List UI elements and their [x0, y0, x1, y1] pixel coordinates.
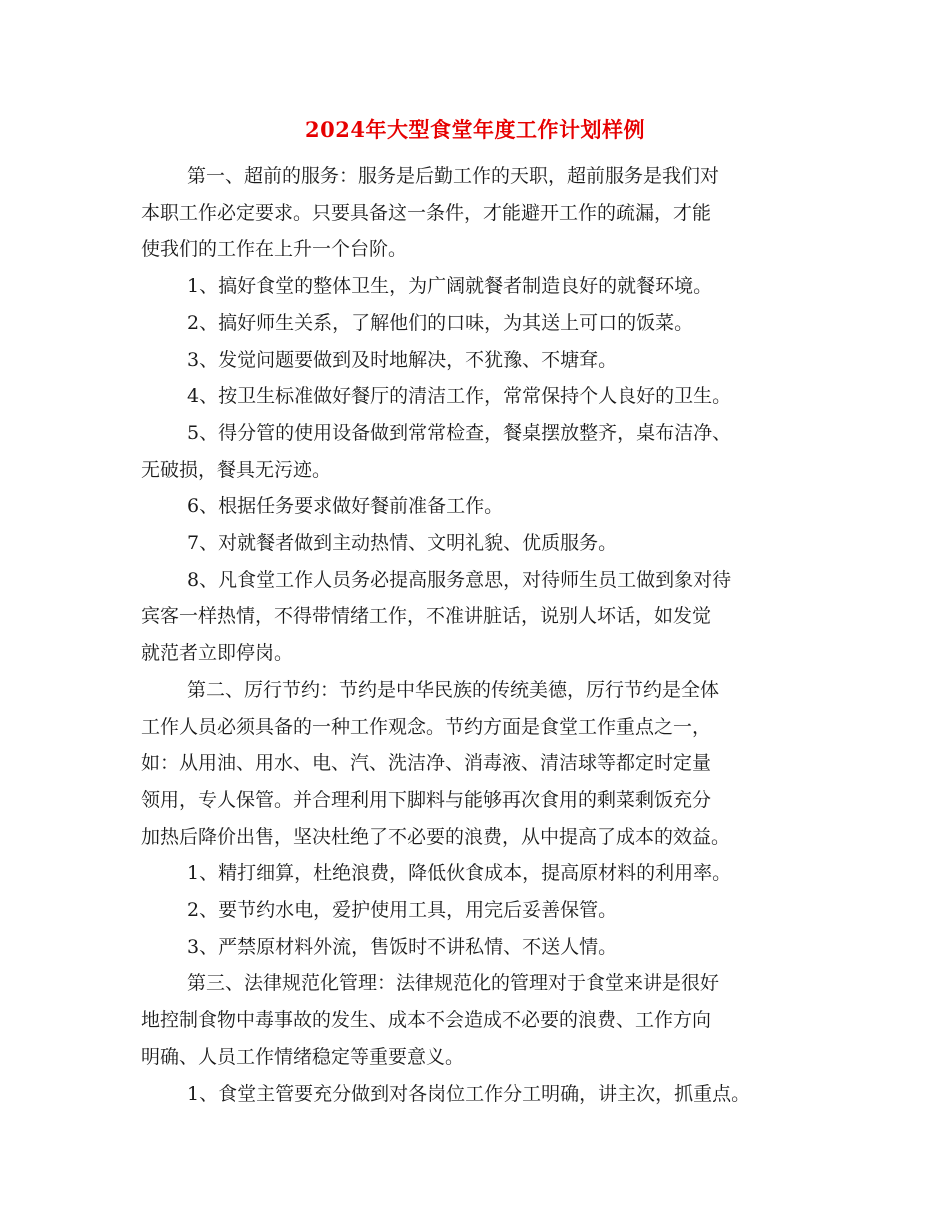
text-line: 1、食堂主管要充分做到对各岗位工作分工明确，讲主次，抓重点。 — [187, 1082, 751, 1105]
list-item — [141, 415, 831, 488]
text-line: 明确、人员工作情绪稳定等重要意义。 — [141, 1045, 465, 1068]
text-line: 1、精打细算，杜绝浪费，降低伙食成本，提高原材料的利用率。 — [187, 862, 732, 885]
text-line: 5、得分管的使用设备做到常常检查，餐桌摆放整齐，桌布洁净、 — [187, 421, 732, 444]
page-title: 2024年大型食堂年度工作计划样例 — [305, 117, 645, 142]
list-item — [141, 488, 831, 525]
list-item — [141, 929, 831, 966]
text-line: 就范者立即停岗。 — [141, 642, 294, 665]
paragraph — [141, 672, 831, 856]
text-line: 第三、法律规范化管理：法律规范化的管理对于食堂来讲是很好 — [187, 972, 720, 995]
text-line: 本职工作必定要求。只要具备这一条件，才能避开工作的疏漏，才能 — [141, 201, 712, 224]
text-line: 地控制食物中毒事故的发生、成本不会造成不必要的浪费、工作方向 — [141, 1009, 712, 1032]
list-item — [141, 525, 831, 562]
list-item — [141, 855, 831, 892]
text-line: 第一、超前的服务：服务是后勤工作的天职，超前服务是我们对 — [187, 165, 720, 187]
list-item — [141, 1076, 831, 1113]
text-line: 6、根据任务要求做好餐前准备工作。 — [187, 495, 504, 518]
text-line: 7、对就餐者做到主动热情、文明礼貌、优质服务。 — [187, 532, 618, 555]
text-line: 工作人员必须具备的一种工作观念。节约方面是食堂工作重点之一， — [141, 715, 712, 738]
list-item — [141, 562, 831, 672]
text-line: 2、搞好师生关系，了解他们的口味，为其送上可口的饭菜。 — [187, 311, 694, 334]
text-line: 4、按卫生标准做好餐厅的清洁工作，常常保持个人良好的卫生。 — [187, 385, 732, 408]
text-line: 加热后降价出售，坚决杜绝了不必要的浪费，从中提高了成本的效益。 — [141, 825, 731, 848]
text-line: 3、严禁原材料外流，售饭时不讲私情、不送人情。 — [187, 935, 618, 958]
document-body — [141, 158, 831, 1112]
text-line: 宾客一样热情，不得带情绪工作，不准讲脏话，说别人坏话，如发觉 — [141, 605, 712, 628]
text-line: 第二、厉行节约：节约是中华民族的传统美德，厉行节约是全体 — [187, 678, 720, 701]
paragraph — [141, 158, 831, 268]
list-item — [141, 342, 831, 379]
text-line: 3、发觉问题要做到及时地解决，不犹豫、不塘耷。 — [187, 348, 618, 371]
paragraph — [141, 965, 831, 1075]
list-item — [141, 378, 831, 415]
text-line: 如：从用油、用水、电、汽、洗洁净、消毒液、清洁球等都定时定量 — [141, 752, 712, 775]
text-line: 1、搞好食堂的整体卫生，为广阔就餐者制造良好的就餐环境。 — [187, 275, 713, 298]
list-item — [141, 305, 831, 342]
text-line: 领用，专人保管。并合理利用下脚料与能够再次食用的剩菜剩饭充分 — [141, 788, 712, 811]
list-item — [141, 892, 831, 929]
text-line: 2、要节约水电，爱护使用工具，用完后妥善保管。 — [187, 899, 618, 922]
text-line: 8、凡食堂工作人员务必提高服务意思，对待师生员工做到象对待 — [187, 568, 732, 591]
text-line: 无破损，餐具无污迹。 — [141, 458, 332, 481]
text-line: 使我们的工作在上升一个台阶。 — [141, 238, 408, 261]
list-item — [141, 268, 831, 305]
